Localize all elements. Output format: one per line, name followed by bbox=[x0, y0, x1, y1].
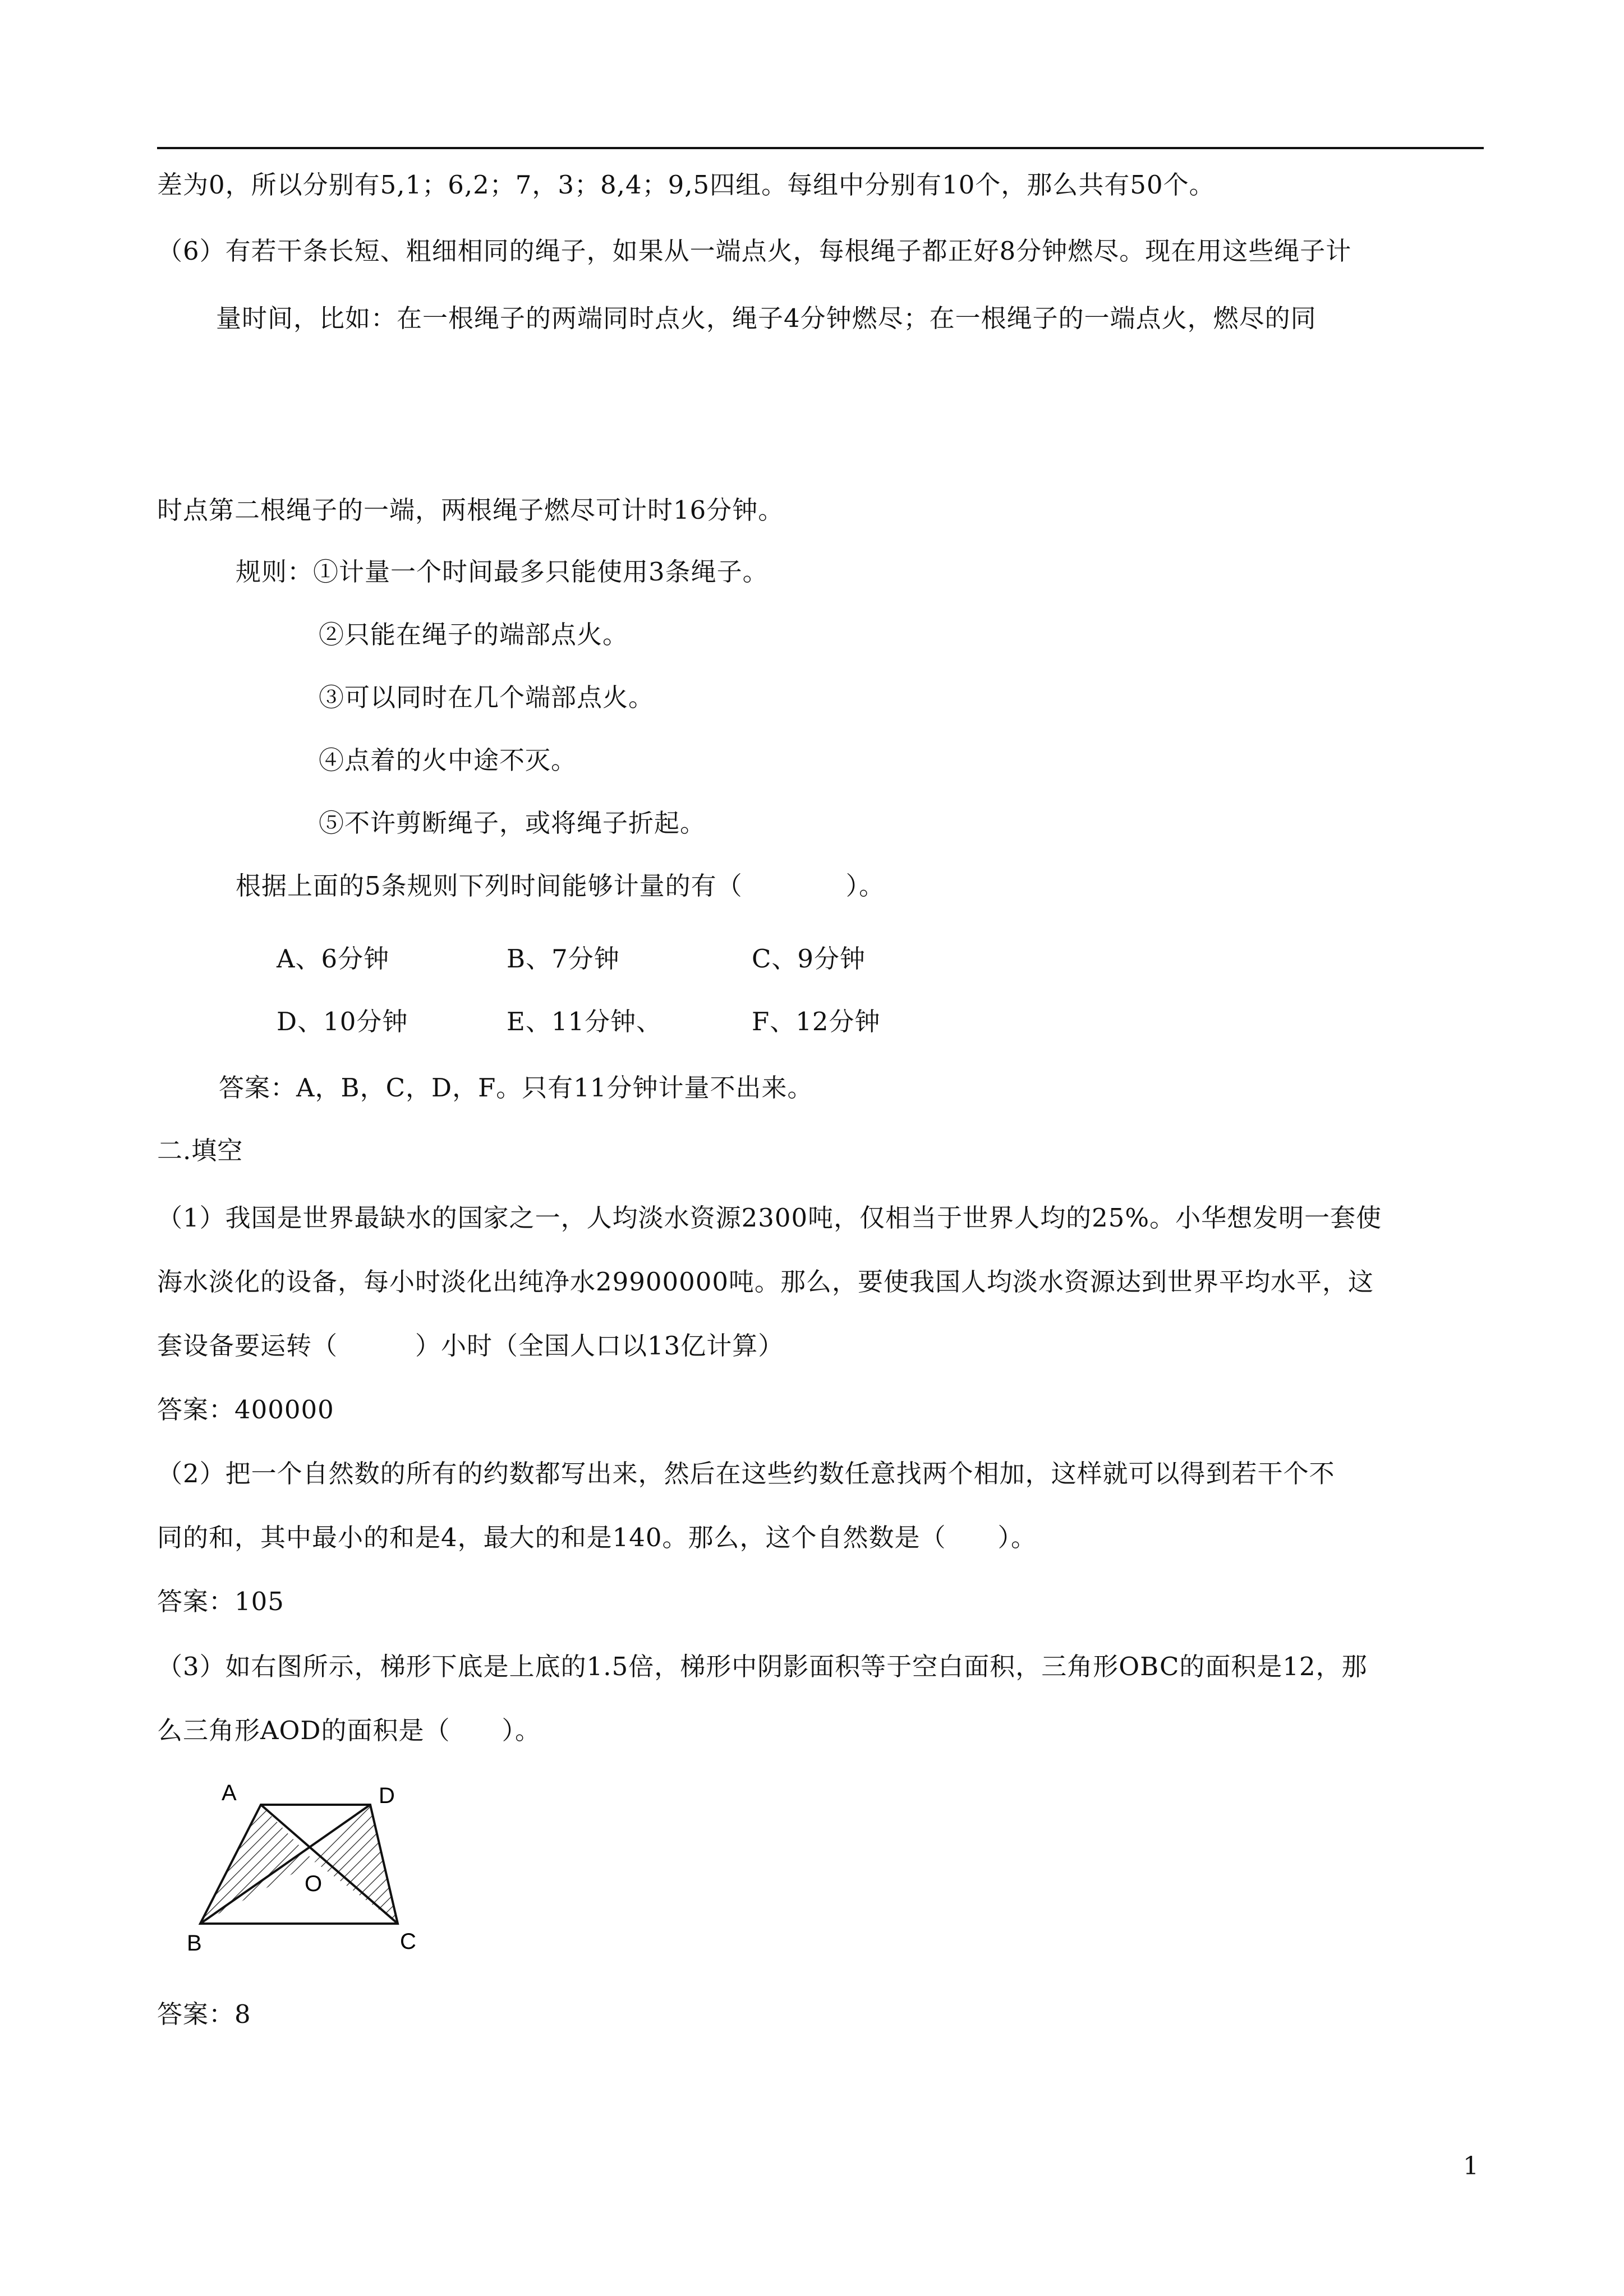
answer-fill-3: 答案：8 bbox=[157, 1999, 251, 2029]
option-e: E、11分钟、 bbox=[507, 1007, 663, 1036]
figure-label-d: D bbox=[379, 1783, 395, 1808]
shaded-triangle-left bbox=[200, 1805, 315, 1924]
option-b: B、7分钟 bbox=[507, 944, 620, 974]
option-c: C、9分钟 bbox=[752, 944, 866, 974]
section-heading: 二.填空 bbox=[157, 1136, 243, 1165]
question-6-line-2: 量时间，比如：在一根绳子的两端同时点火，绳子4分钟燃尽；在一根绳子的一端点火，燃尽的同 bbox=[216, 303, 1317, 333]
text-line-1: 差为0，所以分别有5,1；6,2；7，3；8,4；9,5四组。每组中分别有10个，那么共有50个。 bbox=[157, 170, 1215, 200]
answer-fill-2: 答案：105 bbox=[157, 1587, 284, 1616]
figure-label-a: A bbox=[222, 1781, 237, 1805]
fill-1-line-3: 套设备要运转（ ）小时（全国人口以13亿计算） bbox=[157, 1331, 784, 1361]
fill-1-line-1: （1）我国是世界最缺水的国家之一，人均淡水资源2300吨，仅相当于世界人均的25%。小华想发明一套使 bbox=[157, 1203, 1382, 1233]
rule-4: ④点着的火中途不灭。 bbox=[319, 745, 577, 775]
fill-3-line-1: （3）如右图所示，梯形下底是上底的1.5倍，梯形中阴影面积等于空白面积，三角形OBC的面积是12，那 bbox=[157, 1652, 1368, 1681]
fill-2-line-1: （2）把一个自然数的所有的约数都写出来，然后在这些约数任意找两个相加，这样就可以得到若干个不 bbox=[157, 1459, 1335, 1488]
question-6-line-3: 时点第二根绳子的一端，两根绳子燃尽可计时16分钟。 bbox=[157, 495, 784, 525]
option-f: F、12分钟 bbox=[752, 1007, 881, 1036]
fill-2-line-2: 同的和，其中最小的和是4，最大的和是140。那么，这个自然数是（ ）。 bbox=[157, 1523, 1037, 1552]
figure-label-c: C bbox=[400, 1929, 416, 1954]
option-d: D、10分钟 bbox=[277, 1007, 408, 1036]
option-a: A、6分钟 bbox=[277, 944, 390, 974]
figure-label-b: B bbox=[187, 1931, 202, 1956]
question-6-prompt: 根据上面的5条规则下列时间能够计量的有（ ）。 bbox=[236, 871, 885, 901]
rule-3: ③可以同时在几个端部点火。 bbox=[319, 683, 655, 712]
rule-2: ②只能在绳子的端部点火。 bbox=[319, 620, 629, 649]
fill-3-line-2: 么三角形AOD的面积是（ ）。 bbox=[157, 1716, 541, 1745]
fill-1-line-2: 海水淡化的设备，每小时淡化出纯净水29900000吨。那么，要使我国人均淡水资源达到世界平均水平，这 bbox=[157, 1267, 1374, 1297]
answer-6: 答案：A，B，C，D，F。只有11分钟计量不出来。 bbox=[219, 1073, 813, 1103]
shaded-triangle-right bbox=[315, 1805, 398, 1924]
rule-5: ⑤不许剪断绳子，或将绳子折起。 bbox=[319, 808, 706, 838]
question-6-line-1: （6）有若干条长短、粗细相同的绳子，如果从一端点火，每根绳子都正好8分钟燃尽。现在用这些绳子计 bbox=[157, 236, 1352, 266]
page-number: 1 bbox=[1463, 2152, 1479, 2180]
answer-fill-1: 答案：400000 bbox=[157, 1395, 334, 1424]
figure-label-o: O bbox=[305, 1871, 323, 1896]
header-rule bbox=[157, 147, 1484, 149]
rule-1: 规则：①计量一个时间最多只能使用3条绳子。 bbox=[236, 557, 769, 587]
trapezoid-figure bbox=[160, 1772, 440, 1960]
